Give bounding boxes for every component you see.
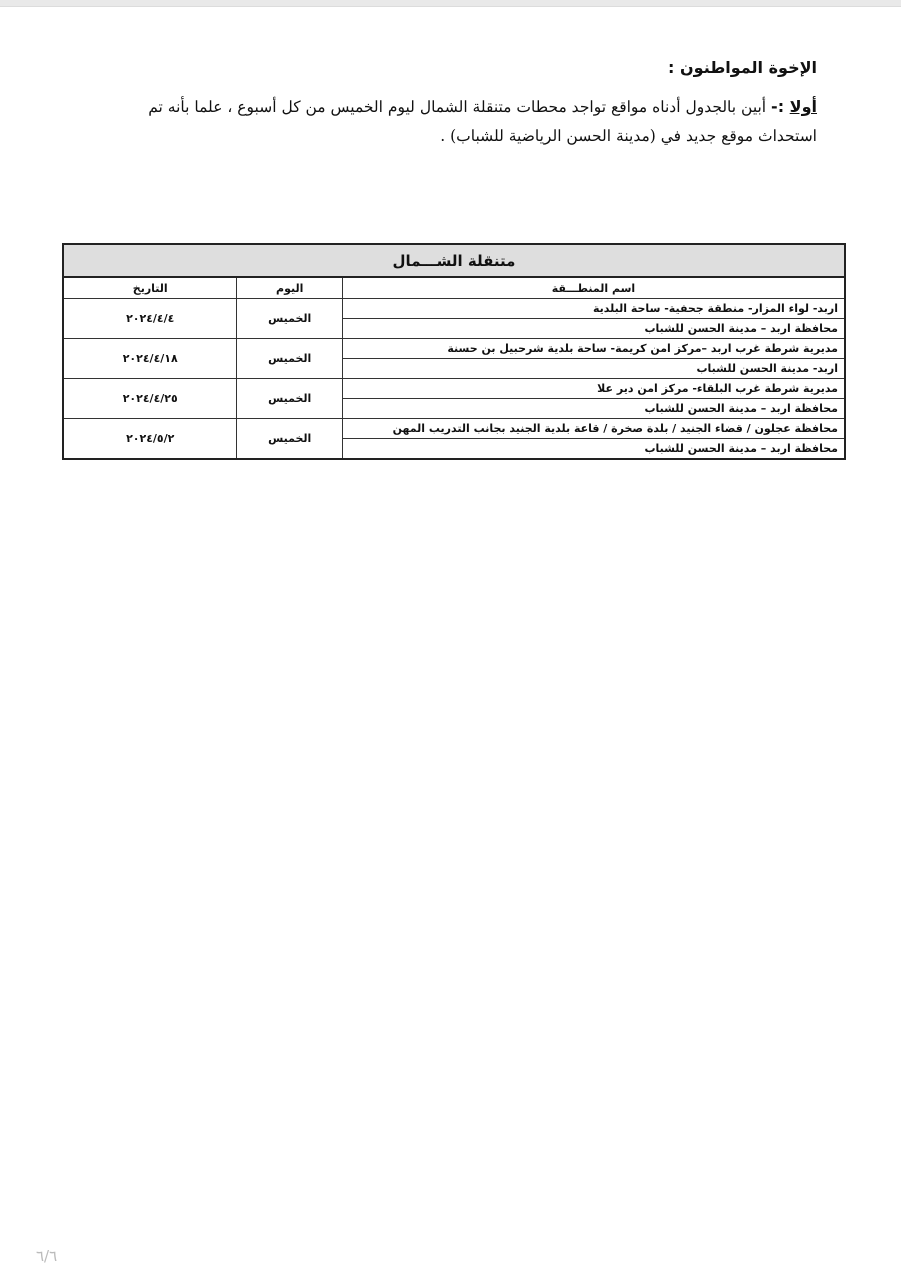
intro-lead	[771, 97, 817, 116]
stations-table-wrapper	[62, 243, 846, 460]
column-header-day: اليوم	[237, 277, 342, 299]
date-cell: ٢٠٢٤/٤/٤	[63, 299, 237, 339]
location-cell: محافظة عجلون / قضاء الجنيد / بلدة صخرة / قاعة بلدية الجنيد بجانب التدريب المهن	[342, 419, 845, 439]
table-row	[63, 339, 845, 359]
column-header-date: التاريخ	[63, 277, 237, 299]
intro-lead-suffix: :-	[771, 97, 790, 116]
stations-table	[62, 243, 846, 460]
location-cell: محافظة اربد – مدينة الحسن للشباب	[342, 399, 845, 419]
intro-paragraph	[127, 92, 817, 151]
date-cell: ٢٠٢٤/٤/١٨	[63, 339, 237, 379]
intro-text: أبين بالجدول أدناه مواقع تواجد محطات متنقلة الشمال ليوم الخميس من كل أسبوع ، علما بأنه تم استحداث موقع جديد في (مدينة الحسن الرياضية للشباب) .	[148, 98, 817, 145]
day-cell: الخميس	[237, 379, 342, 419]
date-cell: ٢٠٢٤/٤/٢٥	[63, 379, 237, 419]
location-cell: مديرية شرطة غرب البلقاء- مركز امن دير علا	[342, 379, 845, 399]
greeting-heading: الإخوة المواطنون :	[668, 58, 817, 77]
location-cell: محافظة اربد – مدينة الحسن للشباب	[342, 319, 845, 339]
page-number: ٦/٦	[36, 1247, 58, 1265]
location-cell: مديرية شرطة غرب اربد –مركز امن كريمة- ساحة بلدية شرحبيل بن حسنة	[342, 339, 845, 359]
day-cell: الخميس	[237, 299, 342, 339]
location-cell: محافظة اربد – مدينة الحسن للشباب	[342, 439, 845, 460]
table-row	[63, 419, 845, 439]
intro-lead-label: أولا	[789, 97, 817, 116]
location-cell: اربد- لواء المزار- منطقة جحفية- ساحة البلدية	[342, 299, 845, 319]
table-row	[63, 379, 845, 399]
column-header-location: اسم المنطـــقة	[342, 277, 845, 299]
page-top-border	[0, 0, 901, 7]
table-row	[63, 299, 845, 319]
location-cell: اربد- مدينة الحسن للشباب	[342, 359, 845, 379]
date-cell: ٢٠٢٤/٥/٢	[63, 419, 237, 460]
day-cell: الخميس	[237, 339, 342, 379]
table-title: متنقلة الشـــمال	[63, 244, 845, 277]
day-cell: الخميس	[237, 419, 342, 460]
